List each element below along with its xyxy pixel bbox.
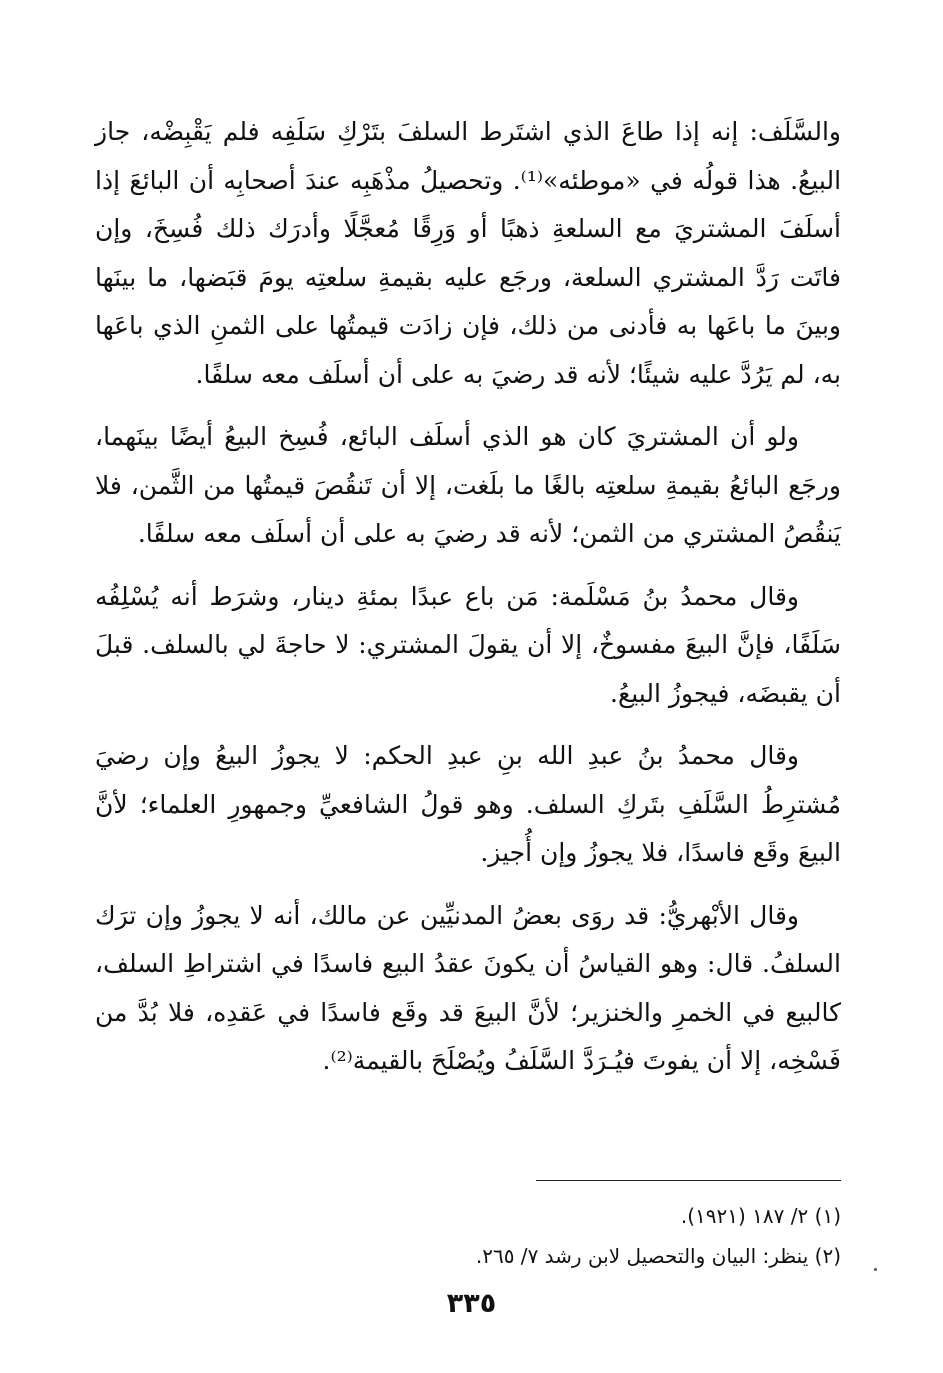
paragraph-3: وقال محمدُ بنُ مَسْلَمة: مَن باع عبدًا بمئةِ دينار، وشرَط أنه يُسْلِفُه سَلَفًا، فإنَّ البيعَ مفسوخٌ، إلا أن يقولَ المشتري: لا حاجةَ لي بالسلف. قبلَ أن يقبضَه، فيجوزُ البيعُ.	[95, 581, 841, 708]
main-text	[95, 108, 841, 1100]
paragraph-5: وقال الأبْهريُّ: قد روَى بعضُ المدنيِّين عن مالك، أنه لا يجوزُ وإن ترَك السلفُ. قال: وهو القياسُ أن يكونَ عقدُ البيع فاسدًا في اشتراطِ السلف، كالبيع في الخمرِ والخنزير؛ لأنَّ البيعَ قد وقَع فاسدًا في عَقدِه، فلا بُدَّ من فَسْخِه، إلا أن يفوتَ فيُـرَدَّ السَّلَفُ ويُصْلَحَ بالقيمة⁽²⁾.	[95, 900, 841, 1075]
print-speck	[874, 1268, 877, 1271]
footnotes	[95, 1196, 841, 1276]
paragraph-2: ولو أن المشتريَ كان هو الذي أسلَف البائع، فُسِخ البيعُ أيضًا بينَهما، ورجَع البائعُ بقيمةِ سلعتِه بالغًا ما بلَغت، إلا أن تَنقُصَ قيمتُها من الثَّمن، فلا يَنقُصُ المشتري من الثمن؛ لأنه قد رضيَ به على أن أسلَف معه سلفًا.	[95, 422, 841, 548]
footnote-1: (١) ٢/ ١٨٧ (١٩٢١).	[680, 1204, 841, 1228]
paragraph-4: وقال محمدُ بنُ عبدِ الله بنِ عبدِ الحكم: لا يجوزُ البيعُ وإن رضيَ مُشترِطُ السَّلَفِ بتَركِ السلف. وهو قولُ الشافعيِّ وجمهورِ العلماء؛ لأنَّ البيعَ وقَع فاسدًا، فلا يجوزُ وإن أُجيز.	[95, 741, 841, 867]
footnote-divider	[536, 1180, 841, 1181]
paragraph-1: والسَّلَف: إنه إذا طاعَ الذي اشتَرط السلفَ بتَرْكِ سَلَفِه فلم يَقْبِضْه، جاز البيعُ. هذا قولُه في «موطئه»⁽¹⁾. وتحصيلُ مذْهَبِه عندَ أصحابِه أن البائعَ إذا أسلَفَ المشتريَ مع السلعةِ ذهبًا أو وَرِقًا مُعجَّلًا وأدرَك ذلك فُسِخَ، وإن فاتَت رَدَّ المشتري السلعة، ورجَع عليه بقيمةِ سلعتِه يومَ قبَضها، ما بينَها وبينَ ما باعَها به فأدنى من ذلك، فإن زادَت قيمتُها على الثمنِ الذي باعَها به، لم يَرُدَّ عليه شيئًا؛ لأنه قد رضيَ به على أن أسلَف معه سلفًا.	[95, 117, 842, 389]
footnote-2: (٢) ينظر: البيان والتحصيل لابن رشد ٧/ ٢٦٥.	[475, 1244, 841, 1268]
page-number: ٣٣٥	[446, 1288, 497, 1319]
